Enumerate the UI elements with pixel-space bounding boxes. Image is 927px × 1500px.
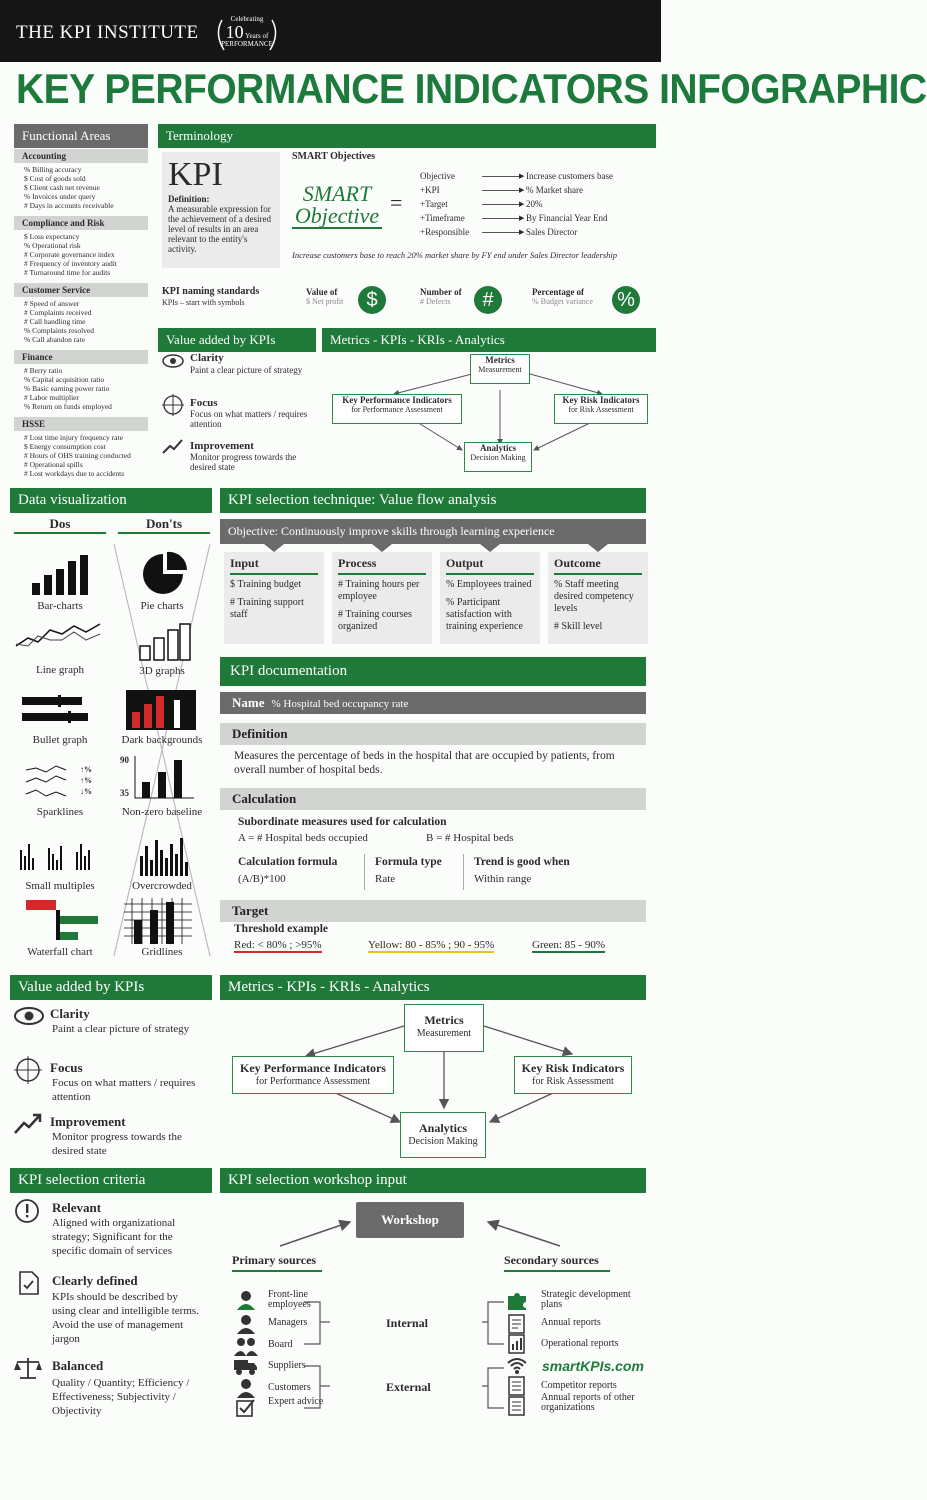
vfa-item: % Employees trained: [446, 579, 532, 590]
functional-item: $ Energy consumption cost: [24, 442, 106, 451]
source-operational: Operational reports: [541, 1338, 619, 1349]
dont-label: Pie charts: [140, 600, 184, 612]
functional-item: $ Loss expectancy: [24, 232, 80, 241]
smart-objective: [292, 183, 382, 229]
do-label: Bar-charts: [37, 600, 83, 612]
definition-text: A measurable expression for the achievement of a desired level of results in an area relevant to the entity's activity.: [168, 204, 271, 254]
report-icon: [508, 1314, 526, 1334]
relevant-title: Relevant: [52, 1200, 102, 1215]
clarity-desc: Paint a clear picture of strategy: [52, 1023, 190, 1035]
functional-group: [14, 350, 148, 411]
smart-row-key: +Target: [420, 199, 448, 209]
smart-word: SMART: [302, 181, 372, 206]
document-check-icon: [16, 1270, 40, 1296]
kpi-box-big: [232, 1056, 394, 1094]
smart-row: [420, 213, 656, 227]
functional-item: % Billing accuracy: [24, 165, 82, 174]
workshop-box: Workshop: [356, 1202, 464, 1238]
functional-item: # Labor multiplier: [24, 393, 79, 402]
page-title: KEY PERFORMANCE INDICATORS INFOGRAPHIC: [16, 66, 927, 113]
bullet-graph-icon: [22, 695, 92, 725]
metrics-label: Metrics: [485, 355, 515, 365]
focus-title: Focus: [190, 397, 218, 409]
relevant-desc: Aligned with organizational strategy; Significant for the specific domain of services: [52, 1217, 176, 1257]
functional-item: # Hours of OHS training conducted: [24, 451, 131, 460]
pie-chart-icon: [143, 552, 191, 594]
metrics-sub: Measurement: [416, 1028, 472, 1039]
functional-group-title: Finance: [14, 350, 148, 364]
criteria-heading: KPI selection criteria: [10, 1168, 212, 1193]
source-board: Board: [268, 1339, 293, 1350]
naming-sub: KPIs – start with symbols: [162, 298, 245, 307]
crosshair-icon: [162, 394, 184, 416]
sparkline-values: [80, 764, 92, 797]
smartkpis-logo: smartKPIs.com: [542, 1358, 644, 1374]
functional-item: # Call handling time: [24, 317, 86, 326]
formula-type-label: Formula type: [375, 856, 442, 868]
functional-item: % Invoices under query: [24, 192, 96, 201]
puzzle-icon: [506, 1290, 528, 1310]
clarity-title: Clarity: [190, 352, 224, 364]
spark-value: ↑%: [80, 765, 92, 774]
vfa-columns: [224, 552, 646, 644]
functional-item: # Complaints received: [24, 308, 92, 317]
value-added-heading-small: Value added by KPIs: [158, 328, 316, 352]
metrics-heading-small: Metrics - KPIs - KRIs - Analytics: [322, 328, 656, 352]
symbol-label: Percentage of: [532, 287, 585, 297]
functional-areas: [14, 149, 148, 484]
functional-item: # Lost workdays due to accidents: [24, 469, 125, 478]
arrow-icon: ▶: [519, 200, 525, 208]
percent-icon: %: [612, 286, 640, 314]
symbol-example: $ Net profit: [306, 297, 344, 306]
smart-row-value: By Financial Year End: [526, 213, 608, 223]
metrics-box-small: [470, 354, 530, 384]
dataviz-heading: Data visualization: [10, 488, 212, 513]
other-reports-icon: [508, 1396, 526, 1416]
balanced-title: Balanced: [52, 1358, 104, 1373]
source-other-orgs: Annual reports of other organizations: [541, 1392, 635, 1413]
symbol-number: [420, 287, 462, 306]
subordinate-heading: Subordinate measures used for calculation: [238, 816, 447, 828]
functional-item: # Speed of answer: [24, 299, 80, 308]
arrow-icon: ▶: [519, 186, 525, 194]
non-zero-baseline-icon: [134, 756, 194, 800]
smart-row-key: +Timeframe: [420, 213, 465, 223]
clearly-defined-title: Clearly defined: [52, 1273, 138, 1288]
manager-icon: [236, 1314, 256, 1334]
internal-label: Internal: [386, 1316, 428, 1330]
threshold-red: Red: < 80% ; >95%: [234, 939, 322, 951]
dos-heading: Dos: [14, 516, 106, 534]
kpi-label: Key Performance Indicators: [342, 395, 452, 405]
functional-item: # Days in accounts receivable: [24, 201, 114, 210]
vfa-item: % Participant satisfaction with training experience: [446, 597, 523, 632]
functional-group-title: Accounting: [14, 149, 148, 163]
vfa-column: [224, 552, 324, 644]
focus-desc: Focus on what matters / requires attention: [52, 1077, 196, 1103]
spark-value: ↓%: [80, 787, 92, 796]
arrow-icon: ▶: [519, 172, 525, 180]
customer-icon: [236, 1378, 256, 1398]
formula-type-value: Rate: [375, 873, 396, 885]
kri-label: Key Risk Indicators: [562, 395, 640, 405]
threshold-heading: Threshold example: [234, 923, 329, 935]
functional-item: # Lost time injury frequency rate: [24, 433, 123, 442]
vfa-column: [332, 552, 432, 644]
trend-label: Trend is good when: [474, 856, 570, 868]
vfa-column-title: Output: [446, 556, 534, 575]
3d-graph-icon: [138, 622, 192, 662]
external-label: External: [386, 1380, 431, 1394]
line-graph-icon: [14, 620, 104, 650]
measure-a: A = # Hospital beds occupied: [238, 832, 368, 844]
smart-row: [420, 171, 656, 185]
symbol-label: Value of: [306, 287, 338, 297]
trend-up-icon: [162, 438, 184, 454]
smart-heading: SMART Objectives: [292, 151, 376, 162]
dont-label: Non-zero baseline: [121, 806, 203, 818]
dont-label: 3D graphs: [139, 665, 185, 677]
target-label: Target: [220, 900, 646, 922]
calculation-label: Calculation: [220, 788, 646, 810]
functional-group: [14, 149, 148, 210]
source-annual-reports: Annual reports: [541, 1317, 601, 1328]
name-value: % Hospital bed occupancy rate: [271, 698, 409, 710]
vfa-column: [440, 552, 540, 644]
vfa-item: # Skill level: [554, 621, 603, 632]
source-expert: Expert advice: [268, 1396, 324, 1407]
smart-row-key: Objective: [420, 171, 455, 181]
dont-label: Dark backgrounds: [121, 734, 203, 746]
smart-row-value: Increase customers base: [526, 171, 613, 181]
kri-box-big: [514, 1056, 632, 1094]
smart-row-key: +KPI: [420, 185, 440, 195]
source-suppliers: Suppliers: [268, 1360, 306, 1371]
badge-mid: Years of: [245, 32, 269, 40]
functional-item: # Frequency of inventory audit: [24, 259, 117, 268]
arrow-icon: [482, 190, 522, 191]
nz-bottom-tick: 35: [120, 788, 129, 798]
do-label: Bullet graph: [32, 734, 88, 746]
dont-label: Gridlines: [141, 946, 183, 958]
analytics-sub: Decision Making: [408, 1136, 478, 1147]
vfa-item: # Training support staff: [230, 597, 304, 620]
metrics-heading-big: Metrics - KPIs - KRIs - Analytics: [220, 975, 646, 1000]
kpi-definition-card: [162, 152, 280, 268]
improvement-title: Improvement: [50, 1114, 126, 1129]
doc-heading: KPI documentation: [220, 657, 646, 686]
dollar-icon: $: [358, 286, 386, 314]
secondary-sources-label: Secondary sources: [504, 1253, 610, 1272]
functional-item: % Operational risk: [24, 241, 81, 250]
laurel-icon: [212, 12, 282, 56]
analytics-sub: Decision Making: [470, 453, 526, 462]
small-multiples-icon: [18, 840, 104, 870]
functional-item: % Return on funds employed: [24, 402, 112, 411]
dont-label: Overcrowded: [132, 880, 192, 892]
threshold-yellow: Yellow: 80 - 85% ; 90 - 95%: [368, 939, 495, 951]
symbol-label: Number of: [420, 287, 462, 297]
symbol-percentage: [532, 287, 593, 306]
arrow-icon: [482, 218, 522, 219]
gridlines-icon: [124, 898, 192, 944]
vfa-objective: Objective: Continuously improve skills through learning experience: [220, 519, 646, 544]
focus-title: Focus: [50, 1060, 83, 1075]
arrow-icon: ▶: [519, 228, 525, 236]
truck-icon: [234, 1358, 258, 1376]
vfa-item: # Training courses organized: [338, 609, 412, 632]
header: [0, 0, 661, 62]
badge-bottom: PERFORMANCE: [221, 40, 273, 48]
naming-heading: KPI naming standards: [162, 286, 260, 297]
focus-desc: Focus on what matters / requires attention: [190, 409, 308, 429]
source-strategic: Strategic development plans: [541, 1289, 631, 1310]
vfa-item: # Training hours per employee: [338, 579, 420, 602]
improvement-title: Improvement: [190, 440, 254, 452]
functional-group: [14, 417, 148, 478]
primary-sources-label: Primary sources: [232, 1253, 322, 1272]
do-label: Waterfall chart: [27, 946, 93, 958]
functional-item: $ Client cash net revenue: [24, 183, 100, 192]
functional-item: % Call abandon rate: [24, 335, 86, 344]
objective-word: Objective: [294, 203, 380, 228]
equals-sign: =: [390, 190, 403, 215]
source-front-line: Front-line employees: [268, 1289, 311, 1310]
functional-item: $ Cost of goods sold: [24, 174, 86, 183]
kri-sub: for Risk Assessment: [568, 405, 634, 414]
workshop-heading: KPI selection workshop input: [220, 1168, 646, 1193]
vfa-column: [548, 552, 648, 644]
kpi-sub: for Performance Assessment: [255, 1076, 371, 1087]
vfa-column-title: Outcome: [554, 556, 642, 575]
definition-label: Definition: [220, 723, 646, 745]
balance-scale-icon: [14, 1356, 42, 1380]
smart-row-key: +Responsible: [420, 227, 470, 237]
badge-top: Celebrating: [230, 15, 264, 23]
analytics-label: Analytics: [419, 1121, 467, 1135]
clarity-title: Clarity: [50, 1006, 90, 1021]
functional-group-title: Compliance and Risk: [14, 216, 148, 230]
operational-report-icon: [508, 1334, 526, 1354]
functional-group: [14, 216, 148, 277]
board-icon: [234, 1336, 258, 1356]
clearly-defined-desc: KPIs should be described by using clear and intelligible terms. Avoid the use of management jargon: [52, 1291, 199, 1345]
clarity-desc: Paint a clear picture of strategy: [190, 365, 303, 375]
do-label: Sparklines: [36, 806, 84, 818]
overcrowded-icon: [138, 836, 190, 876]
do-label: Small multiples: [25, 880, 95, 892]
kri-box-small: [554, 394, 648, 424]
eye-icon: [14, 1006, 44, 1026]
functional-item: # Operational spills: [24, 460, 83, 469]
functional-group-title: Customer Service: [14, 283, 148, 297]
analytics-box-small: [464, 442, 532, 472]
exclamation-icon: [14, 1198, 40, 1224]
dark-background-icon: [126, 690, 196, 730]
kpi-box-small: [332, 394, 462, 424]
source-managers: Managers: [268, 1317, 308, 1328]
functional-group-title: HSSE: [14, 417, 148, 431]
waterfall-chart-icon: [26, 898, 100, 942]
crosshair-icon: [14, 1056, 42, 1084]
smart-rows: [420, 171, 656, 241]
vfa-heading: KPI selection technique: Value flow analysis: [220, 488, 646, 513]
donts-heading: Don'ts: [118, 516, 210, 534]
analytics-label: Analytics: [480, 443, 516, 453]
value-added-heading-big: Value added by KPIs: [10, 975, 212, 1000]
formula-label: Calculation formula: [238, 856, 338, 868]
improvement-desc: Monitor progress towards the desired state: [52, 1131, 182, 1157]
formula-value: (A/B)*100: [238, 873, 286, 885]
doc-name-bar: [220, 692, 646, 714]
symbol-value: [306, 287, 343, 306]
functional-group: [14, 283, 148, 344]
definition-label: Definition:: [168, 194, 210, 204]
smart-row-value: Sales Director: [526, 227, 578, 237]
competitor-report-icon: [508, 1376, 526, 1396]
smart-row: [420, 185, 656, 199]
kpi-label: Key Performance Indicators: [240, 1061, 386, 1075]
divider: [364, 854, 365, 890]
analytics-box-big: [400, 1112, 486, 1158]
trend-value: Within range: [474, 873, 532, 885]
terminology-heading: Terminology: [158, 124, 656, 148]
vfa-column-title: Process: [338, 556, 426, 575]
name-label: Name: [232, 695, 265, 710]
brand-logo: THE KPI INSTITUTE: [16, 22, 199, 43]
vfa-column-title: Input: [230, 556, 318, 575]
smart-example: Increase customers base to reach 20% market share by FY end under Sales Director leadership: [292, 250, 617, 260]
kri-label: Key Risk Indicators: [521, 1061, 625, 1075]
arrow-icon: [482, 176, 522, 177]
functional-item: % Basic earning power ratio: [24, 384, 110, 393]
smart-row: [420, 199, 656, 213]
sparklines-icon: [26, 764, 106, 800]
kpi-term: KPI: [168, 156, 223, 193]
symbol-example: % Budget variance: [532, 297, 593, 306]
spark-value: ↑%: [80, 776, 92, 785]
source-competitor: Competitor reports: [541, 1380, 617, 1391]
trend-up-icon: [14, 1112, 42, 1134]
functional-item: % Capital acquisition ratio: [24, 375, 105, 384]
bar-chart-icon: [30, 555, 90, 595]
metrics-label: Metrics: [424, 1013, 464, 1027]
vfa-item: % Staff meeting desired competency levels: [554, 579, 634, 614]
badge-number: 10: [225, 22, 244, 42]
nz-top-tick: 90: [120, 755, 129, 765]
balanced-desc: Quality / Quantity; Efficiency / Effectiveness; Subjectivity / Objectivity: [52, 1377, 190, 1417]
functional-areas-heading: Functional Areas: [14, 124, 148, 148]
divider: [463, 854, 464, 890]
do-label: Line graph: [36, 664, 84, 676]
functional-item: # Berry ratio: [24, 366, 63, 375]
doc-definition-text: Measures the percentage of beds in the hospital that are occupied by patients, from overall number of hospital beds.: [234, 750, 615, 776]
kri-sub: for Risk Assessment: [532, 1076, 614, 1087]
threshold-green: Green: 85 - 90%: [532, 939, 606, 951]
functional-item: # Turnaround time for audits: [24, 268, 111, 277]
smart-row: [420, 227, 656, 241]
smart-row-value: % Market share: [526, 185, 583, 195]
checkbox-icon: [236, 1398, 256, 1418]
arrow-icon: [482, 232, 522, 233]
symbol-example: # Defects: [420, 297, 451, 306]
vfa-item: $ Training budget: [230, 579, 302, 590]
arrow-icon: ▶: [519, 214, 525, 222]
person-icon: [236, 1290, 256, 1310]
measure-b: B = # Hospital beds: [426, 832, 514, 844]
eye-icon: [162, 354, 184, 368]
improvement-desc: Monitor progress towards the desired state: [190, 452, 297, 472]
kpi-sub: for Performance Assessment: [351, 405, 443, 414]
metrics-box-big: [404, 1004, 484, 1052]
functional-item: % Complaints resolved: [24, 326, 94, 335]
wifi-icon: [506, 1356, 528, 1374]
arrow-icon: [482, 204, 522, 205]
source-customers: Customers: [268, 1382, 311, 1393]
smart-row-value: 20%: [526, 199, 543, 209]
hash-icon: #: [474, 286, 502, 314]
metrics-sub: Measurement: [478, 365, 522, 374]
functional-item: # Corporate governance index: [24, 250, 115, 259]
anniversary-badge: [212, 12, 282, 56]
